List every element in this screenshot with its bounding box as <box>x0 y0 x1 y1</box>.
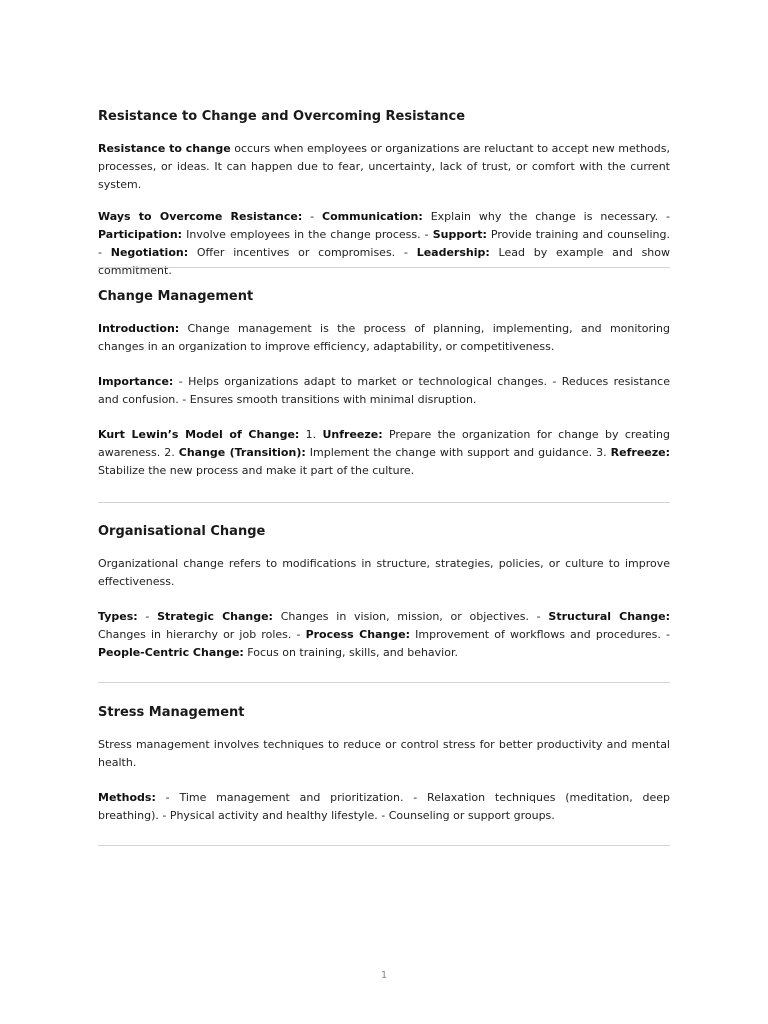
section-paragraph: Kurt Lewin’s Model of Change: 1. Unfreeze: Prepare the organization for change by creating awareness. 2. Change (Transition): Implement the change with support and guidance. 3. Refreeze: Stabilize the new process and make it part of the culture. <box>98 428 670 477</box>
bold-term: Support: <box>432 228 487 241</box>
bold-term: Kurt Lewin’s Model of Change: <box>98 428 300 441</box>
section-divider <box>98 682 670 683</box>
section-heading: Stress Management <box>98 705 245 720</box>
section-heading: Resistance to Change and Overcoming Resistance <box>98 109 466 124</box>
bold-term: Communication: <box>322 210 423 223</box>
section-heading: Organisational Change <box>98 524 266 539</box>
bold-term: Refreeze: <box>610 446 670 459</box>
section-paragraph: Types: - Strategic Change: Changes in vision, mission, or objectives. - Structural Change: Changes in hierarchy or job roles. - Process Change: Improvement of workflows and procedures. - People-Centric Change: Focus on training, skills, and behavior. <box>98 610 671 659</box>
bold-term: People-Centric Change: <box>98 646 244 659</box>
bold-term: Structural Change: <box>548 610 671 623</box>
section-paragraph: Stress management involves techniques to reduce or control stress for better productivity and mental health. <box>98 738 670 769</box>
bold-term: Unfreeze: <box>322 428 383 441</box>
section-heading: Change Management <box>98 289 254 304</box>
page-number: 1 <box>380 970 388 981</box>
bold-term: Negotiation: <box>110 246 189 259</box>
section-divider <box>98 845 670 846</box>
section-divider <box>98 267 670 268</box>
bold-term: Process Change: <box>305 628 411 641</box>
bold-term: Strategic Change: <box>157 610 273 623</box>
section-stress-management <box>98 704 670 825</box>
section-paragraph: Organizational change refers to modifications in structure, strategies, policies, or culture to improve effectiveness. <box>98 557 670 588</box>
section-paragraph: Ways to Overcome Resistance: - Communication: Explain why the change is necessary. - Participation: Involve employees in the change process. - Support: Provide training and counseling. - Negotiation: Offer incentives or compromises. - Leadership: Lead by example and show commitment. <box>98 210 671 277</box>
bold-term: Leadership: <box>416 246 490 259</box>
section-organisational-change <box>98 523 670 662</box>
section-paragraph: Importance: - Helps organizations adapt to market or technological changes. - Reduces resistance and confusion. - Ensures smooth transitions with minimal disruption. <box>98 375 670 406</box>
bold-term: Ways to Overcome Resistance: <box>98 210 303 223</box>
bold-term: Participation: <box>98 228 183 241</box>
bold-term: Resistance to change <box>98 142 231 155</box>
section-paragraph: Resistance to change occurs when employees or organizations are reluctant to accept new methods, processes, or ideas. It can happen due to fear, uncertainty, lack of trust, or comfort with the current system. <box>98 142 670 191</box>
section-paragraph: Methods: - Time management and prioritization. - Relaxation techniques (meditation, deep breathing). - Physical activity and healthy lifestyle. - Counseling or support groups. <box>98 791 670 822</box>
section-paragraph: Introduction: Change management is the process of planning, implementing, and monitoring changes in an organization to improve efficiency, adaptability, or competitiveness. <box>98 322 670 353</box>
bold-term: Types: <box>98 610 138 623</box>
section-resistance-to-change <box>98 108 670 280</box>
bold-term: Importance: <box>98 375 174 388</box>
bold-term: Methods: <box>98 791 156 804</box>
bold-term: Introduction: <box>98 322 180 335</box>
bold-term: Change (Transition): <box>178 446 306 459</box>
section-divider <box>98 502 670 503</box>
section-change-management <box>98 288 670 480</box>
